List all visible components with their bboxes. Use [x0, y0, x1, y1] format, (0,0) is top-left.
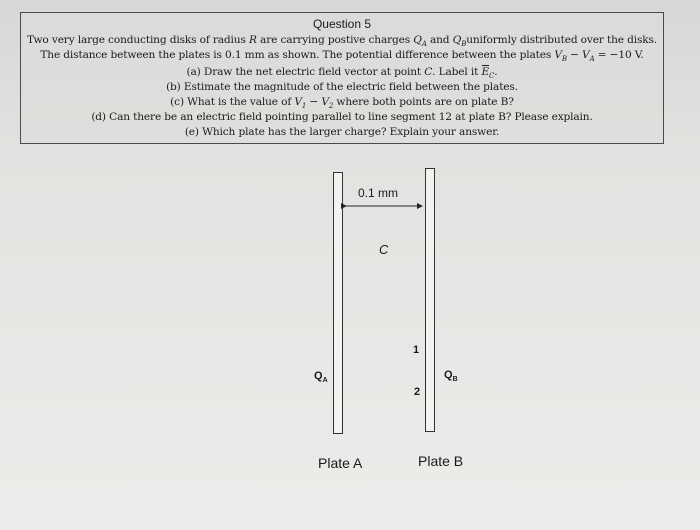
distance-label: 0.1 mm: [358, 186, 399, 200]
plate-a-label: Plate A: [318, 455, 363, 471]
plate-b-label: Plate B: [418, 453, 464, 469]
point-c-label: C: [379, 242, 389, 257]
point-1-label: 1: [413, 344, 420, 356]
question-title: Question 5: [312, 17, 372, 31]
part-c: (c) What is the value of $V_1 - V_2$ where both points are on plate B?: [170, 96, 514, 111]
charge-qb-label: $Q_B$: [444, 369, 458, 384]
part-b: (b) Estimate the magnitude of the electric field between the plates.: [166, 81, 518, 93]
part-e: (e) Which plate has the larger charge? Explain your answer.: [184, 126, 500, 138]
charge-qa-label: $Q_A$: [314, 370, 328, 385]
part-d: (d) Can there be an electric field pointing parallel to line segment 12 at plate B? Please explain.: [91, 111, 593, 123]
question-line-2: The distance between the plates is 0.1 mm as shown. The potential difference between the plates $V_B - V_A = -10$ V.: [40, 49, 644, 64]
question-line-1: Two very large conducting disks of radius R are carrying postive charges $Q_A$ and $Q_Buniformly$ distributed over the disks.: [26, 34, 658, 49]
point-2-label: 2: [414, 386, 421, 398]
part-a: (a) Draw the net electric field vector at point C. Label it $E_C$.: [186, 66, 498, 81]
